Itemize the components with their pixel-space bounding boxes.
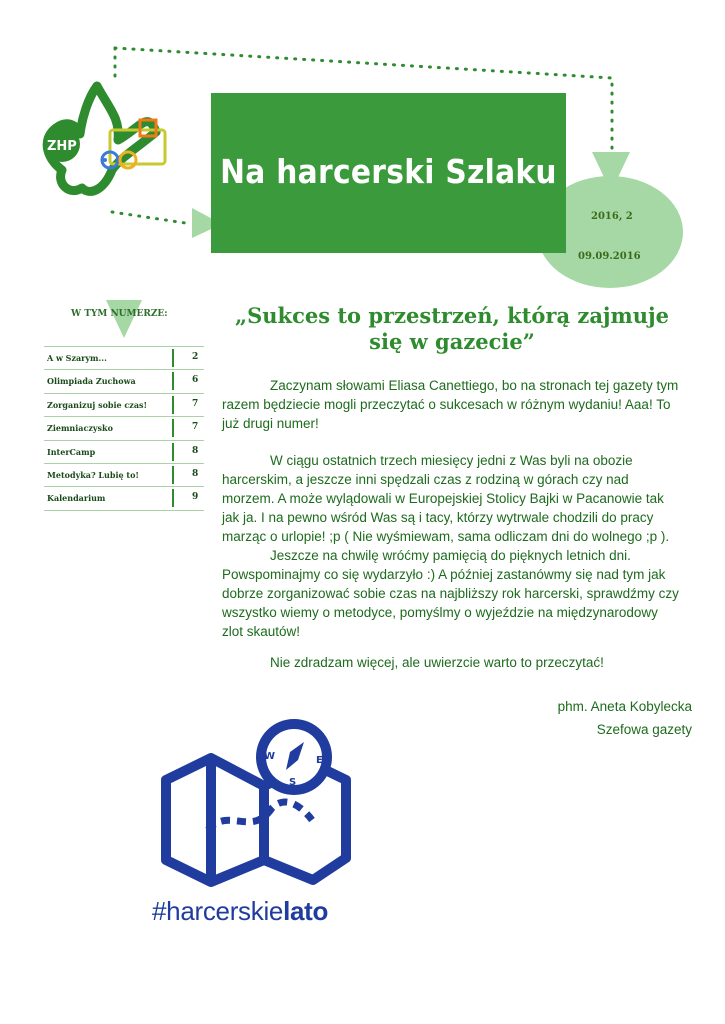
toc-divider [172,443,174,461]
toc-row[interactable] [44,369,204,392]
toc-item-page: 7 [192,422,199,433]
compass-icon [256,719,332,795]
compass-letter-s: S [289,777,297,788]
toc-item-label: Ziemniaczysko [47,423,113,434]
issue-number: 2016, 2 [591,211,633,222]
toc-item-page: 8 [192,468,199,479]
toc-item-label: Zorganizuj sobie czas! [47,399,148,410]
toc-item-page: 9 [192,492,199,503]
paragraph-text: Jeszcze na chwilę wróćmy pamięcią do pięknych letnich dni. Powspominajmy co się wydarzyło :) A później zastanówmy się nad tym jak dobrze zorganizować sobie czas na najbliższy rok harcerski, sprawdźmy czy wszystko wiemy o metodyce, pomyślmy o wyjeździe na międzynarodowy zlot skautów! [222,548,679,639]
compass-letter-w: W [264,751,276,762]
paragraph-text: Nie zdradzam więcej, ale uwierzcie warto to przeczytać! [270,655,604,670]
toc-item-label: A w Szarym... [47,353,107,363]
article-paragraph [222,451,682,546]
toc-item-page: 6 [192,375,199,386]
signature-role: Szefowa gazety [596,722,692,737]
toc-divider [172,466,174,484]
newsletter-title: Na harcerski Szlaku [220,152,557,191]
toc-row[interactable] [44,393,204,416]
signature-name: phm. Aneta Kobylecka [557,699,692,714]
toc-item-label: InterCamp [47,446,96,457]
toc-item-page: 2 [192,352,199,362]
toc-divider [172,372,174,390]
toc-divider [172,349,174,367]
issue-date: 09.09.2016 [578,251,641,262]
toc-item-label: Olimpiada Zuchowa [47,376,136,387]
compass-letter-e: E [316,755,323,766]
dotted-frame-left [112,212,192,224]
toc-row[interactable] [44,416,204,439]
toc-item-label: Metodyka? Lubię to! [47,469,139,480]
campaign-hashtag [152,896,328,927]
toc-title: W TYM NUMERZE: [71,309,168,319]
paragraph-text: Zaczynam słowami Eliasa Canettiego, bo na stronach tej gazety tym razem będziecie mogli przeczytać o sukcesach w różnym wydaniu! Aaa! To już drugi numer! [222,378,679,431]
toc-arrow-icon [106,300,142,338]
toc-row[interactable] [44,346,204,369]
toc-item-page: 8 [192,445,199,456]
hashtag-prefix: #harcerskie [152,896,284,926]
toc-row[interactable] [44,486,204,510]
article-paragraph [222,653,682,672]
headline-quote: „Sukces to przestrzeń, którą zajmuje się w gazecie” [235,303,669,354]
toc-row[interactable] [44,440,204,463]
toc-divider [172,489,174,507]
article-paragraph [222,546,682,641]
toc-divider [172,419,174,437]
toc-item-label: Kalendarium [47,493,106,504]
toc-row[interactable] [44,463,204,486]
article-paragraph [222,376,682,433]
zhp-logo-text: ZHP [47,139,77,154]
hashtag-suffix: lato [283,896,329,926]
table-of-contents [44,346,204,511]
toc-item-page: 7 [192,398,199,409]
zhp-logo-icon [44,86,165,191]
paragraph-text: W ciągu ostatnich trzech miesięcy jedni z Was byli na obozie harcerskim, a jeszcze inni spędzali czas z rodziną w górach czy nad morzem. A może wylądowali w Europejskiej Stolicy Bajki w Pacanowie tak jak ja. I na pewno wśród Was są i tacy, którzy wytrwale chodzili do pracy marząc o urlopie! ;p ( Nie wyśmiewam, sama odliczam dni do wolnego ;p ). [222,453,670,544]
toc-divider [172,396,174,414]
